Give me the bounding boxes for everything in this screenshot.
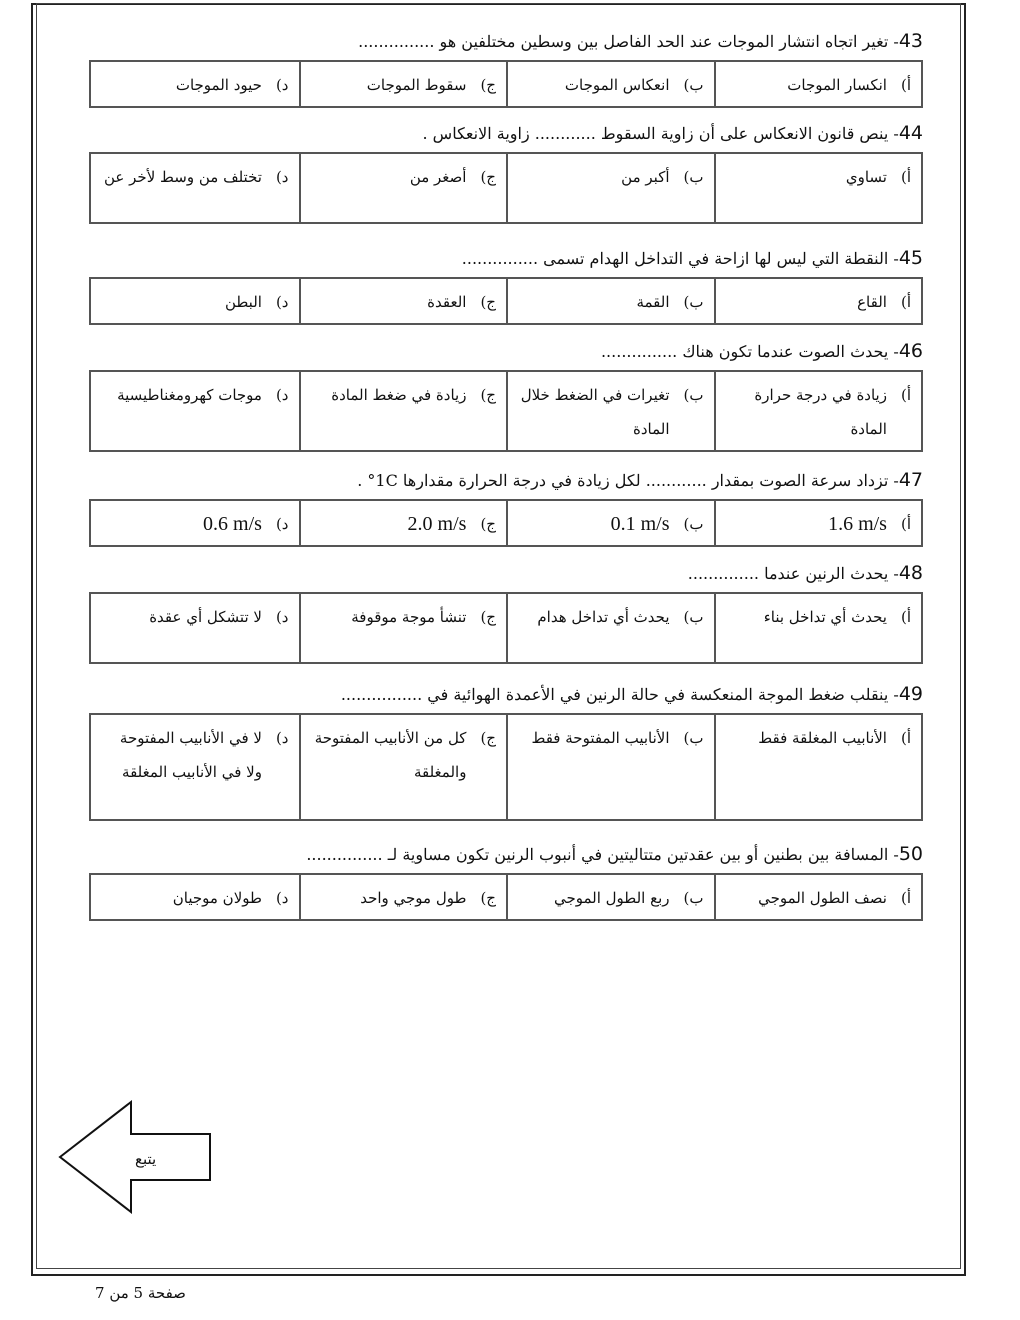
option-cell[interactable]: [91, 62, 299, 106]
option-letter: د): [275, 76, 289, 94]
option-cell[interactable]: [91, 594, 299, 662]
option-text: سقوط الموجات: [366, 76, 467, 94]
option-letter: د): [275, 608, 289, 626]
question-text: 45- النقطة التي ليس لها ازاحة في التداخل الهدام تسمى ...............: [461, 247, 923, 269]
option-text: زيادة في درجة حرارة المادة: [754, 386, 887, 438]
option-cell[interactable]: [299, 154, 507, 222]
option-text: 0.1 m/s: [610, 513, 670, 535]
option-cell[interactable]: [91, 372, 299, 450]
question-stem: تزداد سرعة الصوت بمقدار ............ لكل زيادة في درجة الحرارة مقدارها 1C° .: [357, 471, 889, 490]
option-cell[interactable]: [714, 62, 922, 106]
option-cell[interactable]: [714, 875, 922, 919]
question-stem: المسافة بين بطنين أو بين عقدتين متتاليتين في أنبوب الرنين تكون مساوية لـ ...............: [306, 845, 889, 864]
option-text: انكسار الموجات: [787, 76, 887, 94]
option-letter: ب): [683, 293, 704, 311]
option-text: زيادة في ضغط المادة: [331, 386, 467, 404]
option-text: كل من الأنابيب المفتوحة والمغلقة: [314, 729, 467, 781]
option-letter: د): [275, 293, 289, 311]
question-stem: ينقلب ضغط الموجة المنعكسة في حالة الرنين في الأعمدة الهوائية في ................: [340, 685, 889, 704]
option-letter: ج): [480, 729, 496, 747]
option-letter: أ): [900, 608, 911, 626]
option-cell[interactable]: [506, 154, 714, 222]
question-block: [89, 467, 923, 547]
question-stem: ينص قانون الانعكاس على أن زاوية السقوط ............ زاوية الانعكاس .: [422, 124, 889, 143]
option-cell[interactable]: [91, 875, 299, 919]
option-letter: ب): [683, 729, 704, 747]
option-letter: ب): [683, 76, 704, 94]
option-text: طول موجي واحد: [360, 889, 467, 907]
option-text: القمة: [636, 293, 670, 311]
option-text: الأنابيب المفتوحة فقط: [531, 729, 670, 747]
option-letter: أ): [900, 729, 911, 747]
option-letter: ب): [683, 515, 704, 533]
option-cell[interactable]: [506, 501, 714, 545]
question-number: 45: [898, 247, 923, 269]
options-table: [89, 499, 923, 547]
option-cell[interactable]: [714, 594, 922, 662]
option-cell[interactable]: [91, 715, 299, 819]
question-block: [89, 681, 923, 821]
question-block: [89, 560, 923, 664]
option-letter: د): [275, 889, 289, 907]
option-letter: أ): [900, 515, 911, 533]
option-cell[interactable]: [299, 62, 507, 106]
option-text: البطن: [224, 293, 262, 311]
option-letter: ج): [480, 608, 496, 626]
options-table: [89, 713, 923, 821]
option-cell[interactable]: [714, 715, 922, 819]
option-text: تغيرات في الضغط خلال المادة: [520, 386, 670, 438]
question-stem: النقطة التي ليس لها ازاحة في التداخل الهدام تسمى ...............: [461, 249, 889, 268]
option-letter: أ): [900, 386, 911, 404]
question-block: [89, 28, 923, 108]
option-letter: أ): [900, 889, 911, 907]
question-block: [89, 245, 923, 325]
option-cell[interactable]: [506, 594, 714, 662]
option-cell[interactable]: [299, 594, 507, 662]
option-text: نصف الطول الموجي: [758, 889, 887, 907]
option-text: انعكاس الموجات: [564, 76, 670, 94]
question-text: 44- ينص قانون الانعكاس على أن زاوية السقوط ............ زاوية الانعكاس .: [422, 122, 923, 144]
option-letter: ج): [480, 76, 496, 94]
option-cell[interactable]: [506, 875, 714, 919]
option-text: العقدة: [427, 293, 467, 311]
option-letter: د): [275, 168, 289, 186]
question-number: 47: [898, 469, 923, 491]
option-letter: ب): [683, 889, 704, 907]
option-cell[interactable]: [299, 501, 507, 545]
question-number: 46: [898, 340, 923, 362]
option-letter: ج): [480, 386, 496, 404]
option-text: حيود الموجات: [175, 76, 262, 94]
question-block: [89, 841, 923, 921]
question-stem: يحدث الرنين عندما ..............: [687, 564, 889, 583]
option-text: 2.0 m/s: [407, 513, 467, 535]
option-text: ربع الطول الموجي: [553, 889, 670, 907]
options-table: [89, 873, 923, 921]
question-block: [89, 338, 923, 452]
option-text: يحدث أي تداخل بناء: [763, 608, 887, 626]
option-text: القاع: [857, 293, 887, 311]
question-text: 47- تزداد سرعة الصوت بمقدار ............ لكل زيادة في درجة الحرارة مقدارها 1C° .: [357, 469, 923, 491]
option-cell[interactable]: [91, 501, 299, 545]
option-text: تنشأ موجة موقوفة: [351, 608, 467, 626]
option-cell[interactable]: [299, 875, 507, 919]
option-text: أكبر من: [621, 168, 670, 186]
option-cell[interactable]: [714, 372, 922, 450]
question-stem: يحدث الصوت عندما تكون هناك ...............: [600, 342, 889, 361]
question-block: [89, 120, 923, 224]
option-letter: ب): [683, 168, 704, 186]
question-text: 46- يحدث الصوت عندما تكون هناك ...............: [600, 340, 923, 362]
option-letter: أ): [900, 168, 911, 186]
option-text: موجات كهرومغناطيسية: [117, 386, 262, 404]
options-table: [89, 370, 923, 452]
option-letter: د): [275, 386, 289, 404]
question-number: 44: [898, 122, 923, 144]
page-number: صفحة 5 من 7: [95, 1284, 186, 1302]
option-cell[interactable]: [299, 279, 507, 323]
option-text: أصغر من: [409, 168, 467, 186]
option-text: تساوي: [845, 168, 887, 186]
option-letter: أ): [900, 76, 911, 94]
option-letter: د): [275, 515, 289, 533]
option-cell[interactable]: [506, 715, 714, 819]
question-number: 50: [898, 843, 923, 865]
question-text: 43- تغير اتجاه انتشار الموجات عند الحد الفاصل بين وسطين مختلفين هو ...............: [358, 30, 923, 52]
option-cell[interactable]: [714, 279, 922, 323]
options-table: [89, 277, 923, 325]
option-cell[interactable]: [91, 279, 299, 323]
option-letter: ج): [480, 168, 496, 186]
option-text: يحدث أي تداخل هدام: [537, 608, 670, 626]
option-letter: ج): [480, 293, 496, 311]
option-letter: ب): [683, 608, 704, 626]
question-number: 48: [898, 562, 923, 584]
option-text: 1.6 m/s: [828, 513, 887, 535]
option-cell[interactable]: [506, 372, 714, 450]
question-number: 43: [898, 30, 923, 52]
option-text: لا تتشكل أي عقدة: [149, 608, 262, 626]
option-text: تختلف من وسط لأخر عن: [104, 168, 262, 186]
question-text: 48- يحدث الرنين عندما ..............: [687, 562, 923, 584]
option-cell[interactable]: [506, 62, 714, 106]
option-cell[interactable]: [714, 501, 922, 545]
question-stem: تغير اتجاه انتشار الموجات عند الحد الفاصل بين وسطين مختلفين هو ...............: [358, 32, 889, 51]
question-number: 49: [898, 683, 923, 705]
options-table: [89, 152, 923, 224]
option-cell[interactable]: [299, 715, 507, 819]
question-text: 49- ينقلب ضغط الموجة المنعكسة في حالة الرنين في الأعمدة الهوائية في ................: [340, 683, 923, 705]
option-cell[interactable]: [714, 154, 922, 222]
question-text: 50- المسافة بين بطنين أو بين عقدتين متتاليتين في أنبوب الرنين تكون مساوية لـ ...............: [306, 843, 923, 865]
option-letter: ب): [683, 386, 704, 404]
option-cell[interactable]: [299, 372, 507, 450]
option-letter: أ): [900, 293, 911, 311]
option-letter: ج): [480, 515, 496, 533]
option-text: الأنابيب المغلقة فقط: [758, 729, 887, 747]
option-cell[interactable]: [91, 154, 299, 222]
option-letter: د): [275, 729, 289, 747]
option-text: 0.6 m/s: [203, 513, 262, 535]
option-cell[interactable]: [506, 279, 714, 323]
option-text: لا في الأنابيب المفتوحة ولا في الأنابيب المغلقة: [119, 729, 262, 781]
options-table: [89, 592, 923, 664]
option-letter: ج): [480, 889, 496, 907]
option-text: طولان موجيان: [172, 889, 262, 907]
options-table: [89, 60, 923, 108]
continue-label: يتبع: [135, 1150, 157, 1168]
